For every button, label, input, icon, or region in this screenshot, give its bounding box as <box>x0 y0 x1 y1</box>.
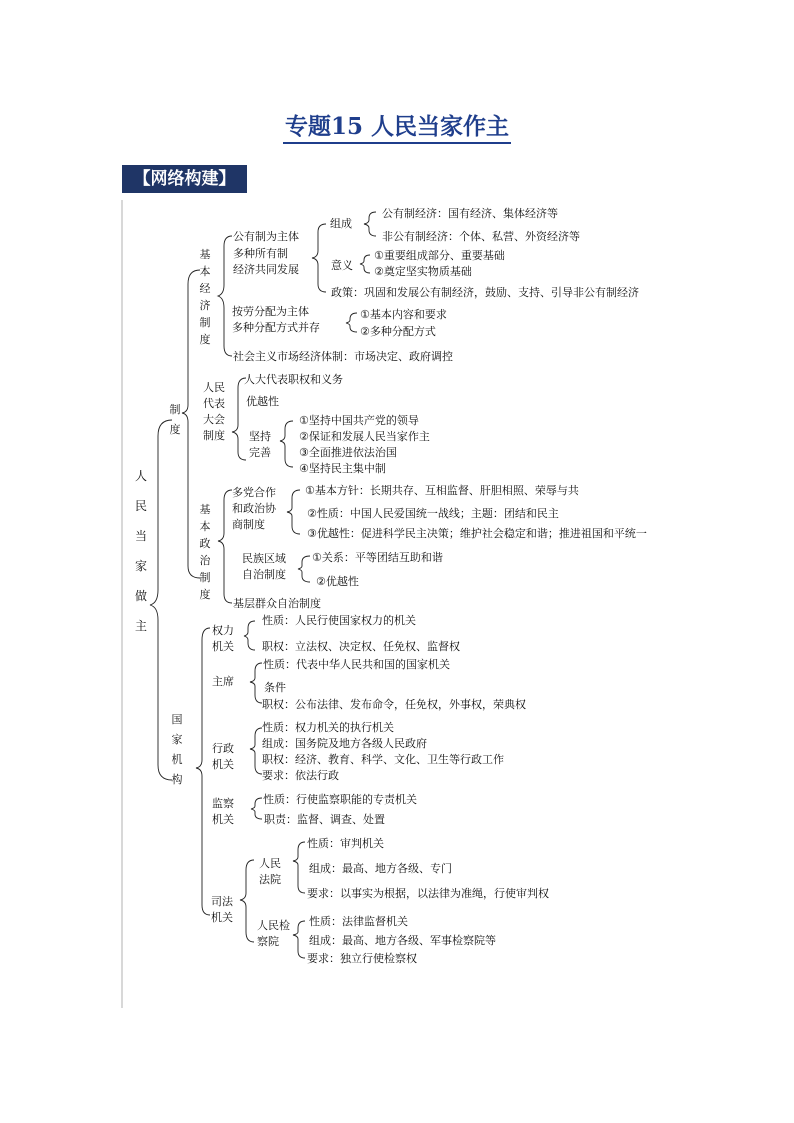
rdzd-jc-item-1: ①坚持中国共产党的领导 <box>299 414 419 427</box>
zucheng-item-1: 公有制经济：国有经济、集体经济等 <box>382 207 558 220</box>
sfjg-label-2: 机关 <box>211 911 233 924</box>
dd-item-3: ③优越性：促进科学民主决策；维护社会稳定和谐；推进祖国和平统一 <box>307 527 647 540</box>
zzzd-node: 基本政治制度 <box>199 503 211 601</box>
zhengce-text: 政策：巩固和发展公有制经济，鼓励、支持、引导非公有制经济 <box>331 286 639 299</box>
sfjg-label-1: 司法 <box>211 895 233 908</box>
zhuxi-item-2: 条件 <box>264 681 286 694</box>
jcy-label-2: 察院 <box>257 935 279 948</box>
section-banner: 【网络构建】 <box>122 165 247 193</box>
rdzd-jc-item-2: ②保证和发展人民当家作主 <box>299 430 430 443</box>
gyz-line-1: 公有制为主体 <box>233 230 299 243</box>
jjzd-node: 基本经济制度 <box>199 248 211 346</box>
jcy-item-1: 性质：法律监督机关 <box>309 915 408 928</box>
rdzd-label-2: 代表 <box>203 397 225 410</box>
rdzd-jc-item-3: ③全面推进依法治国 <box>299 446 397 459</box>
fy-label-1: 人民 <box>259 857 281 870</box>
rdzd-jc-item-4: ④坚持民主集中制 <box>299 462 386 475</box>
yiyi-item-2: ②奠定坚实物质基础 <box>374 265 472 278</box>
yiyi-item-1: ①重要组成部分、重要基础 <box>374 249 505 262</box>
jcjg-item-2: 职责：监督、调查、处置 <box>264 813 385 826</box>
zhuxi-label: 主席 <box>212 675 234 688</box>
dd-item-1: ①基本方针：长期共存、互相监督、肝胆相照、荣辱与共 <box>305 484 579 497</box>
rdzd-label-4: 制度 <box>203 429 225 442</box>
jc-text: 基层群众自治制度 <box>233 597 321 610</box>
xzjg-item-3: 职权：经济、教育、科学、文化、卫生等行政工作 <box>262 753 504 766</box>
yiyi-label: 意义 <box>331 259 353 272</box>
zhuxi-item-3: 职权：公布法律、发布命令，任免权，外事权，荣典权 <box>262 698 526 711</box>
xzjg-label-2: 机关 <box>212 758 234 771</box>
jcjg-item-1: 性质：行使监察职能的专责机关 <box>263 793 417 806</box>
shichang-text: 社会主义市场经济体制：市场决定、政府调控 <box>233 350 453 363</box>
fy-item-3: 要求：以事实为根据，以法律为准绳，行使审判权 <box>307 887 549 900</box>
mz-item-1: ①关系：平等团结互助和谐 <box>312 551 443 564</box>
jcy-item-3: 要求：独立行使检察权 <box>307 952 417 965</box>
zhuxi-item-1: 性质：代表中华人民共和国的国家机关 <box>263 658 450 671</box>
ald-line-1: 按劳分配为主体 <box>232 305 309 318</box>
page-title-text: 专题15 人民当家作主 <box>283 113 511 144</box>
mz-line-1: 民族区域 <box>242 552 286 565</box>
rdzd-jianchi-2: 完善 <box>249 446 271 459</box>
xzjg-label-1: 行政 <box>212 742 234 755</box>
fy-label-2: 法院 <box>259 873 281 886</box>
jcy-item-2: 组成：最高、地方各级、军事检察院等 <box>309 934 496 947</box>
guojia-jigou-node: 国家机构 <box>171 713 183 786</box>
rdzd-label-1: 人民 <box>203 381 225 394</box>
rdzd-label-3: 大会 <box>203 413 225 426</box>
gyz-line-2: 多种所有制 <box>233 247 288 260</box>
zucheng-item-2: 非公有制经济：个体、私营、外资经济等 <box>382 230 580 243</box>
qljg-item-1: 性质：人民行使国家权力的机关 <box>262 614 416 627</box>
rdzd-youyue: 优越性 <box>246 395 279 408</box>
fy-item-1: 性质：审判机关 <box>307 837 384 850</box>
jcy-label-1: 人民检 <box>257 919 290 932</box>
qljg-label-2: 机关 <box>212 640 234 653</box>
rdzd-zhiquan: 人大代表职权和义务 <box>244 373 343 386</box>
ald-item-2: ②多种分配方式 <box>360 325 436 338</box>
mz-line-2: 自治制度 <box>242 568 286 581</box>
xzjg-item-2: 组成：国务院及地方各级人民政府 <box>262 737 427 750</box>
dd-line-3: 商制度 <box>232 518 265 531</box>
ald-item-1: ①基本内容和要求 <box>360 308 447 321</box>
xzjg-item-4: 要求：依法行政 <box>262 769 339 782</box>
dd-item-2: ②性质：中国人民爱国统一战线；主题：团结和民主 <box>307 507 559 520</box>
jcjg-label-1: 监察 <box>212 797 234 810</box>
jcjg-label-2: 机关 <box>212 813 234 826</box>
qljg-item-2: 职权：立法权、决定权、任免权、监督权 <box>262 640 460 653</box>
root-node: 人民当家做主 <box>135 469 148 633</box>
dd-line-2: 和政治协 <box>232 502 276 515</box>
ald-line-2: 多种分配方式并存 <box>232 321 320 334</box>
rdzd-jianchi-1: 坚持 <box>249 430 271 443</box>
fy-item-2: 组成：最高、地方各级、专门 <box>309 862 452 875</box>
xzjg-item-1: 性质：权力机关的执行机关 <box>262 721 394 734</box>
zhidu-node: 制度 <box>169 403 181 436</box>
dd-line-1: 多党合作 <box>232 486 276 499</box>
gyz-line-3: 经济共同发展 <box>233 263 299 276</box>
zucheng-label: 组成 <box>330 217 352 230</box>
mz-item-2: ②优越性 <box>316 575 359 588</box>
qljg-label-1: 权力 <box>212 624 234 637</box>
